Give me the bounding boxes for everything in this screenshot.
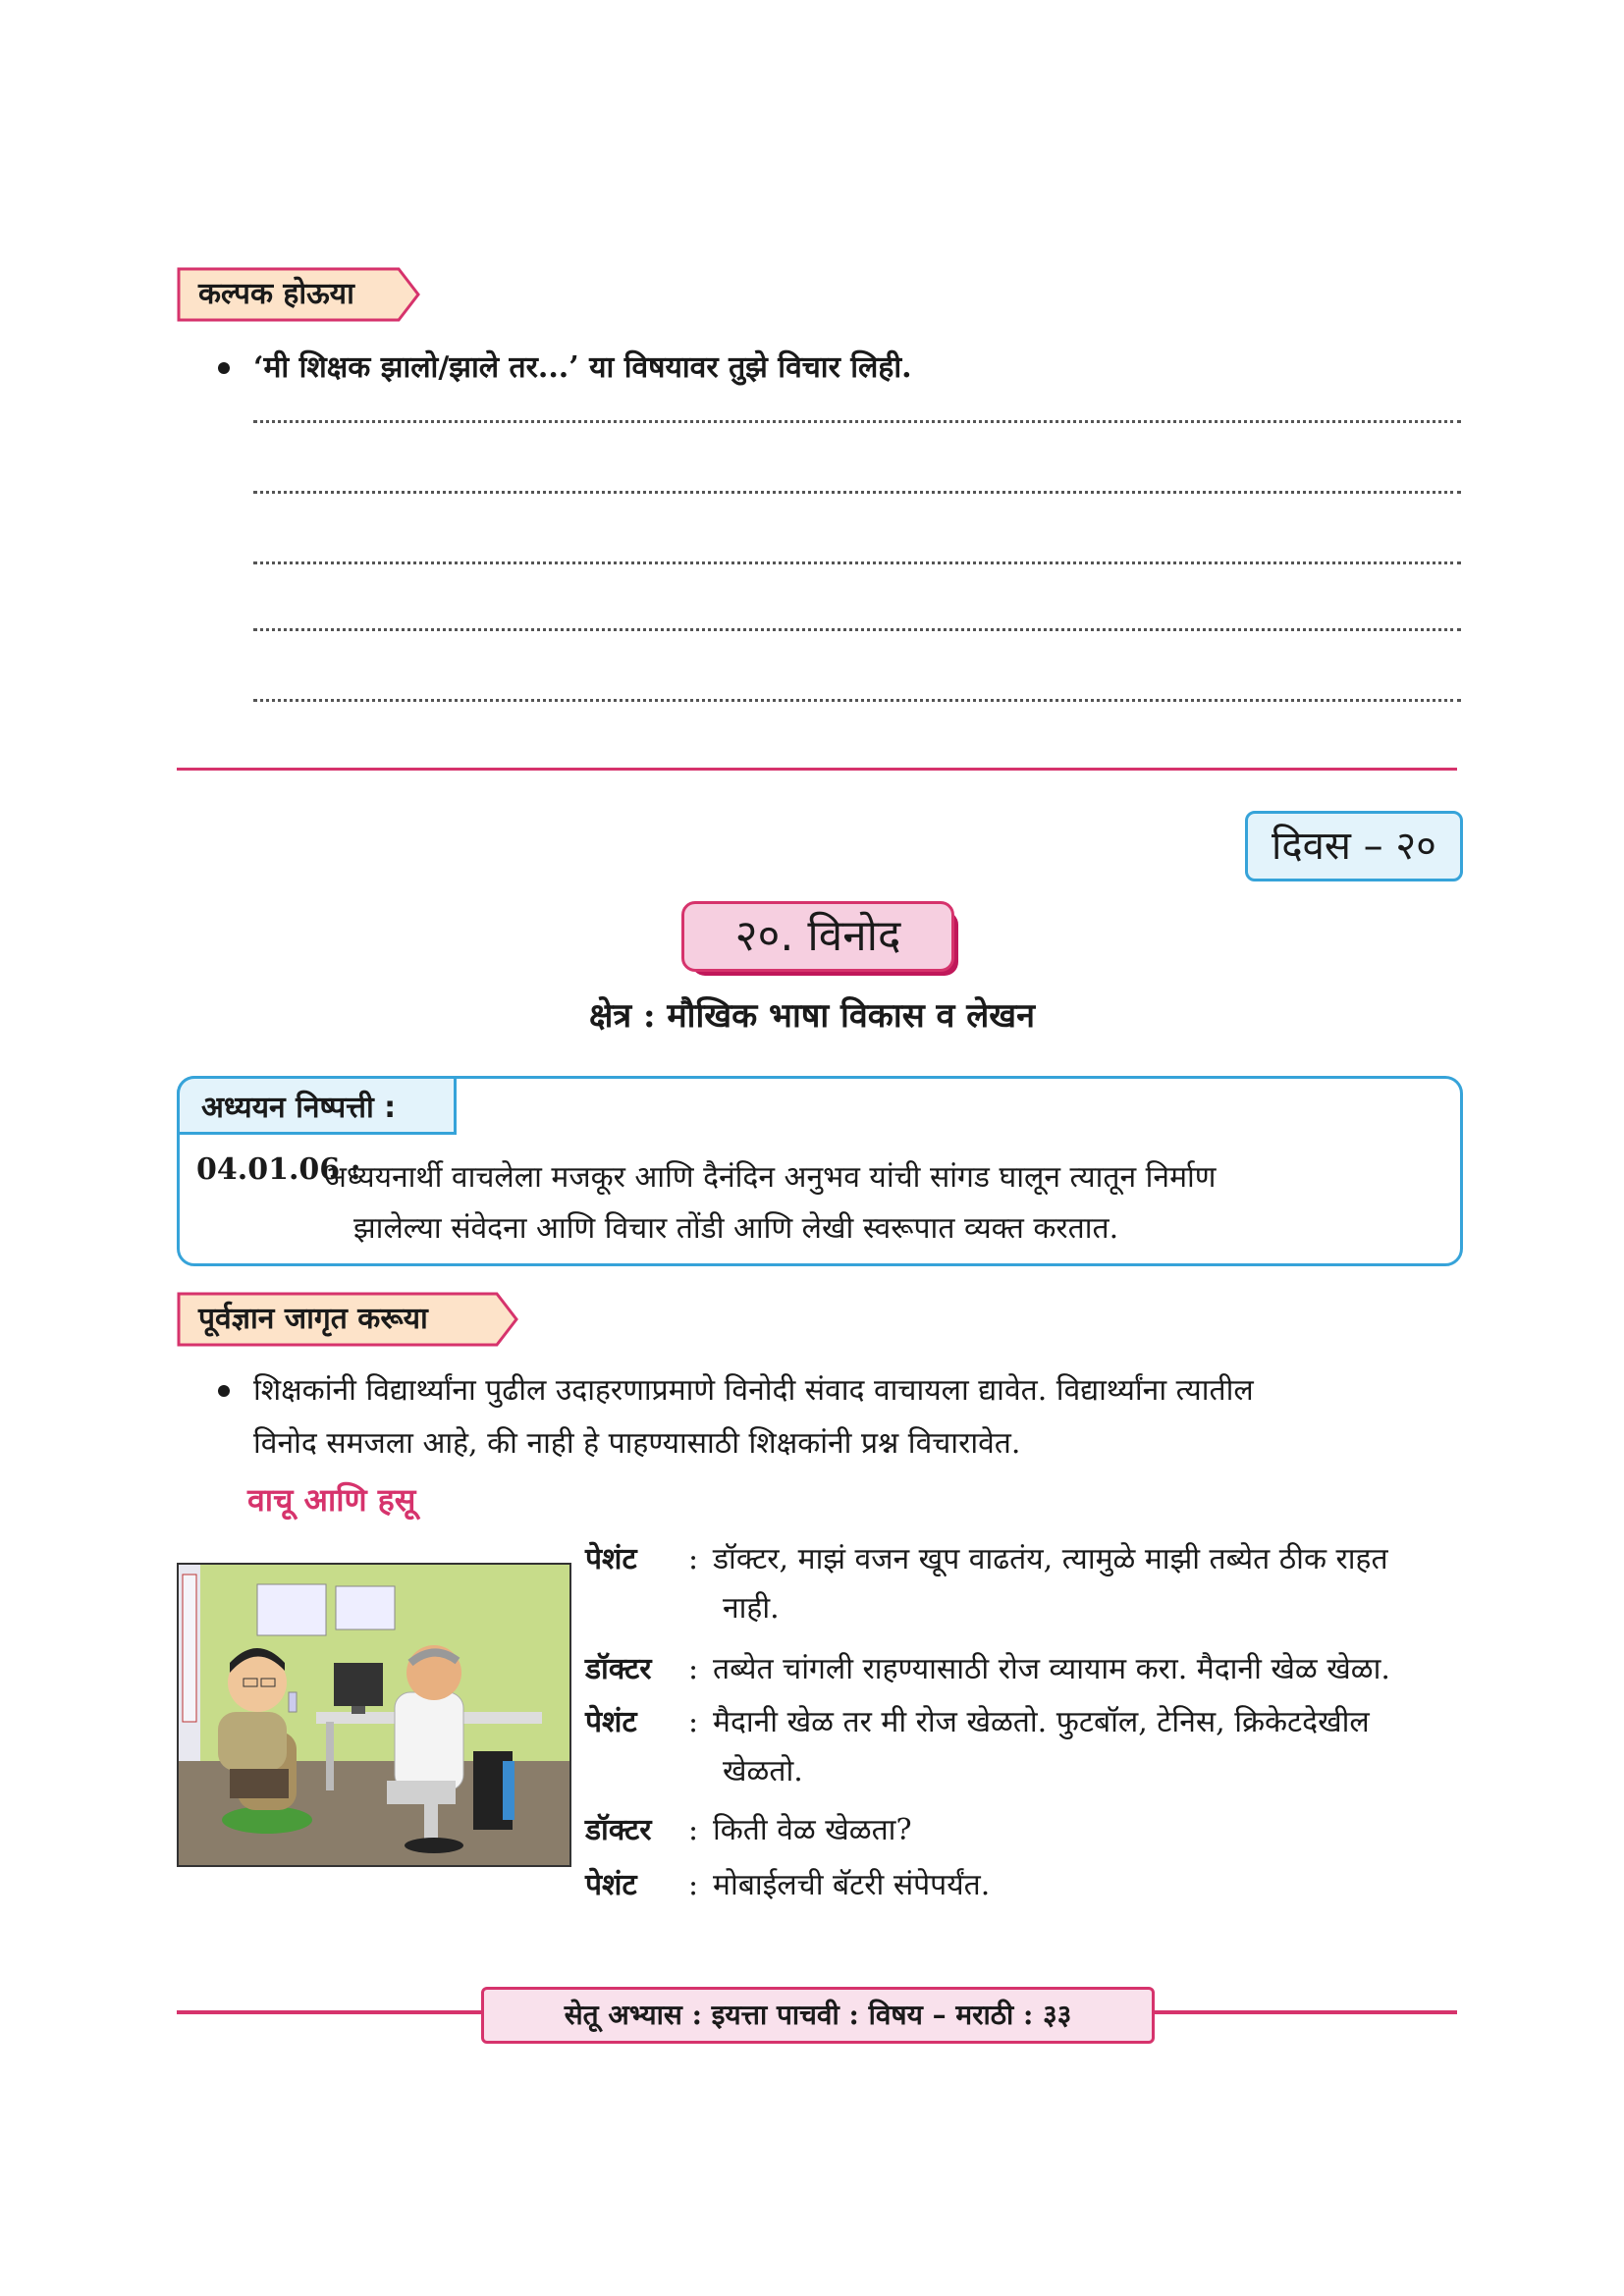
speaker-label: डॉक्टर — [585, 1652, 652, 1686]
colon: : — [688, 1813, 699, 1847]
instruction-line-1: शिक्षकांनी विद्यार्थ्यांना पुढील उदाहरणाप्रमाणे विनोदी संवाद वाचायला द्यावेत. विद्यार्थ्यांना त्यातील — [253, 1373, 1254, 1408]
writing-line-5[interactable] — [253, 699, 1461, 702]
creative-section-tag — [177, 267, 422, 322]
learning-outcome-tab: अध्ययन निष्पत्ती : — [177, 1076, 457, 1135]
writing-line-3[interactable] — [253, 561, 1461, 564]
speaker-label: पेशंट — [585, 1705, 637, 1739]
cartoon-drawing — [179, 1565, 569, 1865]
creative-prompt-text: ‘मी शिक्षक झालो/झाले तर...’ या विषयावर तुझे विचार लिही. — [253, 350, 912, 385]
dialogue-line-3 — [585, 1698, 1469, 1796]
dialogue-text-line: खेळतो. — [723, 1754, 803, 1789]
day-label: दिवस – २० — [1245, 811, 1463, 881]
footer-rule-left — [177, 2010, 481, 2014]
writing-line-2[interactable] — [253, 491, 1461, 494]
colon: : — [688, 1652, 699, 1686]
dialogue-line-4 — [585, 1806, 1469, 1855]
dialogue-line-1 — [585, 1535, 1469, 1633]
dialogue-text-line: मैदानी खेळ तर मी रोज खेळतो. फुटबॉल, टेनिस, क्रिकेटदेखील — [713, 1705, 1370, 1739]
speaker-label: डॉक्टर — [585, 1813, 652, 1847]
prior-knowledge-label: पूर्वज्ञान जागृत करूया — [198, 1302, 428, 1336]
bullet-icon — [218, 362, 230, 374]
learning-outcome-text — [324, 1152, 1434, 1255]
dialogue-text-line: तब्येत चांगली राहण्यासाठी रोज व्यायाम करा. मैदानी खेळ खेळा. — [713, 1652, 1390, 1686]
prior-knowledge-tag — [177, 1292, 520, 1347]
learning-outcome-line-1: अध्ययनार्थी वाचलेला मजकूर आणि दैनंदिन अनुभव यांची सांगड घालून त्यातून निर्माण — [324, 1160, 1217, 1195]
dialogue-text — [713, 1861, 1469, 1910]
footer-rule-right — [1149, 2010, 1457, 2014]
dialogue-text — [713, 1698, 1469, 1796]
writing-line-1[interactable] — [253, 420, 1461, 423]
dialogue-text-line: मोबाईलची बॅटरी संपेपर्यंत. — [713, 1868, 991, 1902]
dialogue-line-2 — [585, 1645, 1469, 1694]
dialogue-text-line: नाही. — [723, 1591, 780, 1626]
dialogue-text-line: किती वेळ खेळता? — [713, 1813, 912, 1847]
area-line: क्षेत्र : मौखिक भाषा विकास व लेखन — [588, 996, 1035, 1036]
dialogue-text — [713, 1535, 1469, 1633]
colon: : — [688, 1868, 699, 1902]
colon: : — [688, 1705, 699, 1739]
learning-outcome-line-2: झालेल्या संवेदना आणि विचार तोंडी आणि लेखी स्वरूपात व्यक्त करतात. — [353, 1211, 1119, 1246]
doctor-patient-illustration — [177, 1563, 571, 1867]
read-and-laugh-heading: वाचू आणि हसू — [247, 1481, 416, 1519]
bullet-icon — [218, 1385, 230, 1397]
page-footer: सेतू अभ्यास : इयत्ता पाचवी : विषय – मराठी : ३३ — [481, 1987, 1155, 2044]
dialogue-line-5 — [585, 1861, 1469, 1910]
writing-line-4[interactable] — [253, 628, 1461, 631]
speaker-label: पेशंट — [585, 1542, 637, 1576]
colon: : — [688, 1542, 699, 1576]
instruction-line-2: विनोद समजला आहे, की नाही हे पाहण्यासाठी शिक्षकांनी प्रश्न विचारावेत. — [253, 1426, 1021, 1461]
speaker-label: पेशंट — [585, 1868, 637, 1902]
dialogue-text-line: डॉक्टर, माझं वजन खूप वाढतंय, त्यामुळे माझी तब्येत ठीक राहत — [713, 1542, 1388, 1576]
section-divider — [177, 768, 1457, 771]
lesson-title: २०. विनोद — [681, 901, 954, 972]
dialogue-text — [713, 1806, 1469, 1855]
learning-outcome-code: 04.01.06 : — [196, 1152, 361, 1187]
creative-section-label: कल्पक होऊया — [198, 277, 354, 311]
dialogue-text — [713, 1645, 1469, 1694]
